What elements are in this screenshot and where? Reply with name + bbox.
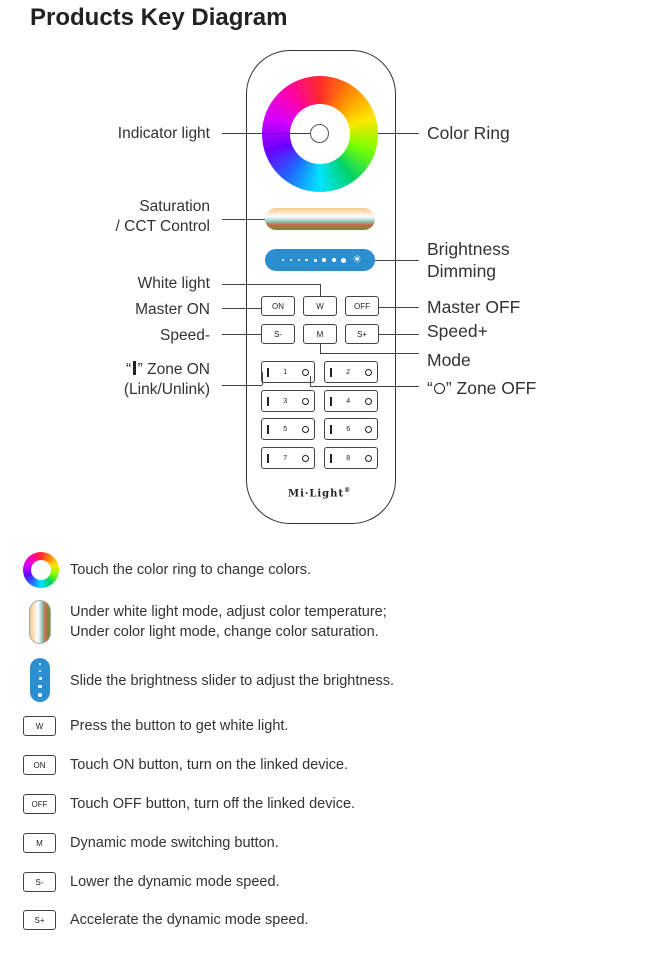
zone-off-icon	[302, 455, 309, 462]
label-saturation: Saturation	[139, 198, 210, 215]
label-speed-plus: Speed+	[427, 321, 488, 341]
zone-number: 7	[283, 454, 288, 462]
on-button[interactable]: ON	[261, 296, 295, 316]
zone-2-button[interactable]	[324, 361, 378, 383]
zone-on-icon	[267, 454, 269, 463]
quote-open: “	[125, 361, 132, 378]
legend-key-s-plus: S+	[23, 910, 56, 930]
leader-zone-off	[310, 386, 419, 387]
zone-5-button[interactable]	[261, 418, 315, 440]
legend-key-on: ON	[23, 755, 56, 775]
zone-number: 6	[346, 425, 351, 433]
zone-off-text: ” Zone OFF	[445, 378, 537, 398]
zone-off-icon	[365, 398, 372, 405]
leader-master-off	[379, 307, 419, 308]
leader-zone-off-rise	[310, 376, 311, 386]
zone-7-button[interactable]	[261, 447, 315, 469]
page-title: Products Key Diagram	[30, 4, 288, 31]
speed-minus-button[interactable]: S-	[261, 324, 295, 344]
zone-3-button[interactable]	[261, 390, 315, 412]
zone-on-icon	[330, 368, 332, 377]
label-brightness: Brightness	[427, 239, 510, 259]
legend-text-m: Dynamic mode switching button.	[70, 835, 279, 851]
brand-mark: ®	[344, 487, 352, 494]
label-master-on: Master ON	[135, 301, 210, 318]
legend-text-s-plus: Accelerate the dynamic mode speed.	[70, 912, 309, 928]
label-master-off: Master OFF	[427, 297, 521, 317]
label-zone-off	[427, 377, 536, 399]
brand-logo	[288, 487, 351, 499]
zone-off-icon	[302, 369, 309, 376]
zone-number: 8	[346, 454, 351, 462]
legend-color-ring-hole	[31, 560, 51, 580]
zone-1-button[interactable]	[261, 361, 315, 383]
label-link-unlink: (Link/Unlink)	[123, 381, 210, 398]
label-mode: Mode	[427, 350, 471, 370]
legend-text-brightness: Slide the brightness slider to adjust the brightness.	[70, 673, 395, 689]
leader-white-light-drop	[320, 284, 321, 296]
zone-number: 3	[283, 397, 288, 405]
zone-on-icon	[330, 397, 332, 406]
zone-on-icon	[330, 454, 332, 463]
legend-saturation-icon	[29, 600, 51, 644]
zone-on-bar-icon	[133, 361, 136, 375]
label-dimming: Dimming	[427, 261, 497, 281]
zone-number: 2	[346, 368, 351, 376]
legend-text-saturation-1: Under white light mode, adjust color temperature;	[70, 604, 387, 620]
zone-off-icon	[302, 426, 309, 433]
quote-open: “	[427, 378, 433, 398]
saturation-cct-slider[interactable]	[265, 208, 375, 230]
label-color-ring: Color Ring	[427, 123, 510, 143]
legend-text-saturation-2: Under color light mode, change color saturation.	[70, 624, 379, 640]
white-light-button[interactable]: W	[303, 296, 337, 316]
legend-text-s-minus: Lower the dynamic mode speed.	[70, 874, 280, 890]
legend-text-on: Touch ON button, turn on the linked device.	[70, 757, 349, 773]
zone-6-button[interactable]	[324, 418, 378, 440]
speed-plus-button[interactable]: S+	[345, 324, 379, 344]
zone-on-icon	[330, 425, 332, 434]
zone-off-icon	[365, 369, 372, 376]
leader-speed-minus	[222, 334, 261, 335]
zone-on-text: ” Zone ON	[137, 361, 210, 378]
leader-brightness	[375, 260, 419, 261]
zone-off-icon	[365, 426, 372, 433]
sun-icon: ☀	[352, 254, 362, 266]
label-white-light: White light	[137, 275, 210, 292]
zone-on-icon	[267, 368, 269, 377]
leader-color-ring	[378, 133, 419, 134]
legend-text-off: Touch OFF button, turn off the linked device.	[70, 796, 356, 812]
leader-saturation	[222, 219, 265, 220]
brightness-dots	[282, 255, 362, 265]
label-speed-minus: Speed-	[160, 327, 210, 344]
label-cct-control: / CCT Control	[115, 218, 210, 235]
leader-speed-plus	[379, 334, 419, 335]
legend-brightness-icon	[30, 658, 50, 702]
zone-off-icon	[365, 455, 372, 462]
legend-key-w: W	[23, 716, 56, 736]
label-zone-on	[126, 360, 210, 380]
indicator-light	[310, 124, 329, 143]
zone-off-icon	[302, 398, 309, 405]
leader-mode	[320, 353, 419, 354]
legend-text-color-ring: Touch the color ring to change colors.	[70, 562, 311, 578]
zone-8-button[interactable]	[324, 447, 378, 469]
leader-indicator	[222, 133, 310, 134]
zone-number: 1	[283, 368, 288, 376]
legend-text-w: Press the button to get white light.	[70, 718, 289, 734]
leader-mode-drop	[320, 344, 321, 353]
zone-4-button[interactable]	[324, 390, 378, 412]
zone-off-circle-icon	[434, 383, 445, 394]
zone-on-icon	[267, 397, 269, 406]
leader-white-light	[222, 284, 320, 285]
legend-key-m: M	[23, 833, 56, 853]
legend-key-off: OFF	[23, 794, 56, 814]
label-indicator-light: Indicator light	[117, 125, 210, 142]
leader-zone-on	[222, 385, 262, 386]
leader-master-on	[222, 308, 261, 309]
legend-key-s-minus: S-	[23, 872, 56, 892]
mode-button[interactable]: M	[303, 324, 337, 344]
off-button[interactable]: OFF	[345, 296, 379, 316]
zone-number: 4	[346, 397, 351, 405]
zone-on-icon	[267, 425, 269, 434]
brand-text: Mi·Light	[288, 488, 345, 500]
zone-number: 5	[283, 425, 288, 433]
leader-zone-on-rise	[262, 372, 263, 385]
